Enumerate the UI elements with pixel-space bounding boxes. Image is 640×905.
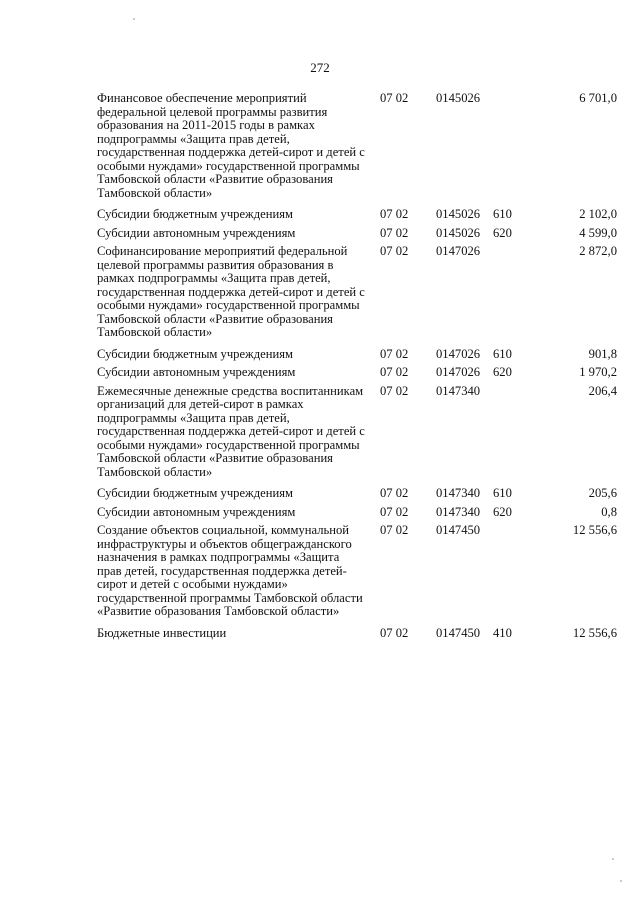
row-expense-type: 610 <box>493 486 512 500</box>
row-amount: 12 556,6 <box>572 523 617 537</box>
row-expense-type: 610 <box>493 207 512 221</box>
table-row <box>97 208 617 222</box>
row-code: 0147450 <box>436 625 481 640</box>
table-row <box>97 366 617 380</box>
table-row <box>97 524 617 619</box>
row-description: Софинансирование мероприятий федеральной целевой программы развития образования в рамках подпрограммы «Защита прав детей, государственная поддержка детей-сирот и детей с особыми нуждами» государственной программы Тамбовской области «Развитие образования Тамбовской области» <box>97 244 365 339</box>
row-amount: 4 599,0 <box>579 225 617 240</box>
scan-speck <box>612 858 614 860</box>
row-code: 0147450 <box>436 523 481 537</box>
row-description: Субсидии бюджетным учреждениям <box>97 207 293 221</box>
row-section: 07 02 <box>380 207 409 221</box>
row-expense-type: 610 <box>493 346 512 361</box>
page-number: 272 <box>310 60 330 75</box>
row-code: 0147340 <box>436 383 481 398</box>
row-section: 07 02 <box>380 346 409 361</box>
table-row <box>97 506 617 520</box>
row-section: 07 02 <box>380 225 409 240</box>
row-expense-type: 410 <box>493 625 512 640</box>
table-row <box>97 627 617 641</box>
row-section: 07 02 <box>380 383 409 398</box>
row-description: Ежемесячные денежные средства воспитанникам организаций для детей-сирот в рамках подпрограммы «Защита прав детей, государственная поддержка детей-сирот и детей с особыми нуждами» государственной программы Тамбовской области «Развитие образования Тамбовской области» <box>97 383 365 479</box>
table-row <box>97 92 617 200</box>
row-code: 0145026 <box>436 225 481 240</box>
table-row <box>97 385 617 480</box>
row-description: Финансовое обеспечение мероприятий федеральной целевой программы развития образования на 2011-2015 годы в рамках подпрограммы «Защита прав детей, государственная поддержка детей-сирот и детей с особыми нуждами» государственной программы Тамбовской области «Развитие образования Тамбовской области» <box>97 91 365 200</box>
scan-speck <box>620 880 622 882</box>
row-expense-type: 620 <box>493 365 512 379</box>
row-amount: 0,8 <box>601 504 617 519</box>
row-section: 07 02 <box>380 244 409 258</box>
row-description: Бюджетные инвестиции <box>97 625 227 640</box>
row-section: 07 02 <box>380 523 409 537</box>
row-code: 0145026 <box>436 207 481 221</box>
row-amount: 2 102,0 <box>579 207 617 221</box>
table-row <box>97 245 617 340</box>
row-amount: 2 872,0 <box>579 244 617 258</box>
row-code: 0147026 <box>436 244 481 258</box>
row-amount: 12 556,6 <box>572 625 617 640</box>
row-amount: 6 701,0 <box>579 91 617 105</box>
row-section: 07 02 <box>380 504 409 519</box>
row-code: 0145026 <box>436 91 481 105</box>
table-row <box>97 348 617 362</box>
budget-table <box>97 92 617 640</box>
row-amount: 901,8 <box>588 346 617 361</box>
row-section: 07 02 <box>380 91 409 105</box>
row-section: 07 02 <box>380 625 409 640</box>
row-description: Создание объектов социальной, коммунальной инфраструктуры и объектов общегражданского назначения в рамках подпрограммы «Защита прав детей, государственная поддержка детей-сирот и детей с особыми нуждами» государственной программы Тамбовской области «Развитие образования Тамбовской области» <box>97 523 363 618</box>
row-expense-type: 620 <box>493 225 512 240</box>
row-description: Субсидии бюджетным учреждениям <box>97 486 293 500</box>
row-amount: 1 970,2 <box>579 365 617 379</box>
row-section: 07 02 <box>380 365 409 379</box>
row-code: 0147026 <box>436 346 481 361</box>
table-row <box>97 487 617 501</box>
row-amount: 206,4 <box>588 383 617 398</box>
row-code: 0147340 <box>436 504 481 519</box>
row-amount: 205,6 <box>588 486 617 500</box>
row-description: Субсидии автономным учреждениям <box>97 504 296 519</box>
row-code: 0147340 <box>436 486 481 500</box>
table-row <box>97 227 617 241</box>
row-code: 0147026 <box>436 365 481 379</box>
row-section: 07 02 <box>380 486 409 500</box>
row-description: Субсидии бюджетным учреждениям <box>97 346 293 361</box>
row-description: Субсидии автономным учреждениям <box>97 225 296 240</box>
scan-speck <box>133 18 135 20</box>
row-description: Субсидии автономным учреждениям <box>97 365 296 379</box>
row-expense-type: 620 <box>493 504 512 519</box>
